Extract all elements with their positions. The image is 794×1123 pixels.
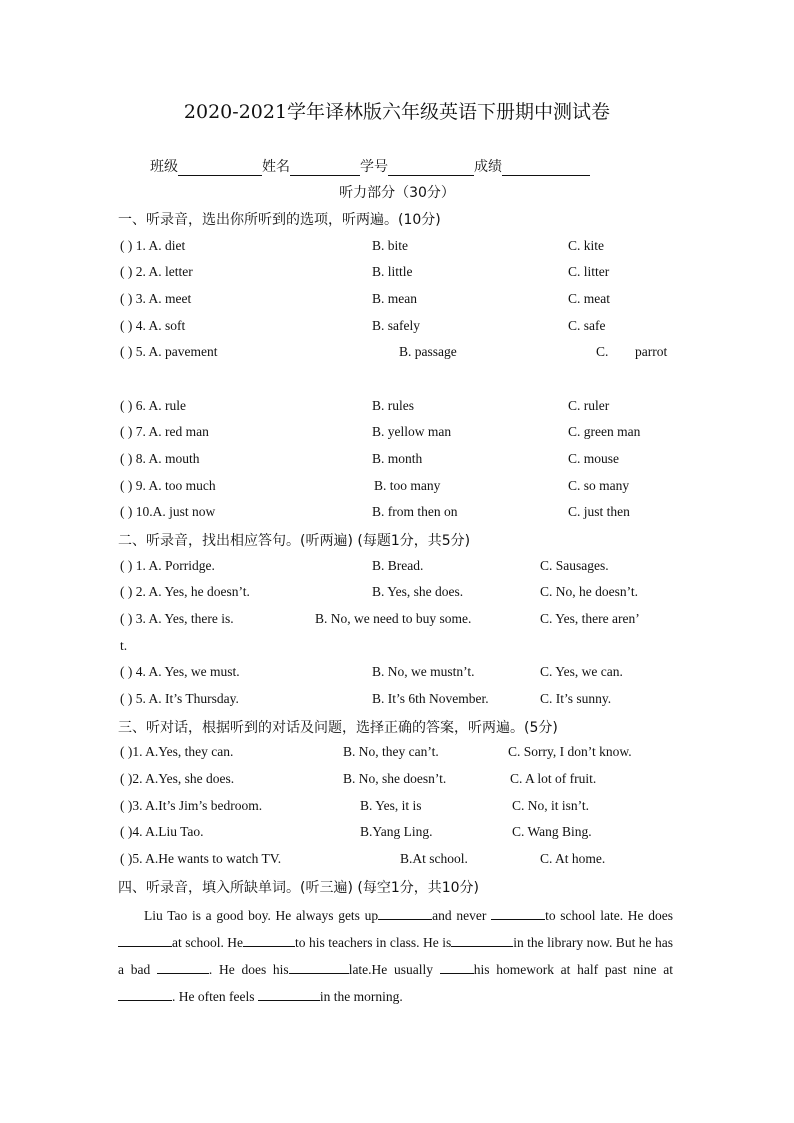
question-option-b: B. Yes, it is [360, 798, 422, 813]
blank-1[interactable] [378, 907, 432, 920]
question-option-c: C. Sausages. [540, 558, 609, 573]
question-option-c: C. [596, 344, 609, 359]
blank-3[interactable] [118, 934, 172, 947]
section-4-heading: 四、听录音，填入所缺单词。(听三遍) (每空1分，共10分) [118, 880, 480, 896]
part-label: 听力部分（30分） [339, 185, 455, 201]
question-option-a: ( ) 5. A. pavement [120, 344, 218, 359]
question-option-c: C. At home. [540, 851, 606, 866]
question-option-c: C. It’s sunny. [540, 691, 612, 706]
question-option-c: C. No, it isn’t. [512, 798, 590, 813]
question-option-c-wrap: t. [120, 638, 128, 653]
blank-2[interactable] [491, 907, 545, 920]
question-option-a: ( )1. A.Yes, they can. [120, 744, 234, 759]
class-label: 班级 [150, 159, 178, 175]
question-option-c: C. mouse [568, 451, 620, 466]
number-field[interactable] [388, 160, 474, 176]
question-option-c: C. meat [568, 291, 610, 306]
passage-text: . He does his [208, 962, 289, 977]
blank-4[interactable] [243, 934, 295, 947]
question-option-b: B. month [372, 451, 423, 466]
question-option-b: B. safely [372, 318, 420, 333]
question-option-b: B. bite [372, 238, 408, 253]
section-3-heading: 三、听对话，根据听到的对话及问题，选择正确的答案，听两遍。(5分) [118, 720, 558, 736]
question-option-b: B.At school. [400, 851, 468, 866]
passage-text: at school. He [172, 935, 244, 950]
question-option-a: ( ) 6. A. rule [120, 398, 186, 413]
question-option-a: ( )5. A.He wants to watch TV. [120, 851, 282, 866]
question-option-c: C. Yes, we can. [540, 664, 623, 679]
question-option-a: ( ) 8. A. mouth [120, 451, 200, 466]
question-option-a: ( )2. A.Yes, she does. [120, 771, 235, 786]
question-option-a: ( ) 1. A. Porridge. [120, 558, 215, 573]
passage-text: and never [432, 908, 487, 923]
question-option-a: ( )3. A.It’s Jim’s bedroom. [120, 798, 263, 813]
question-option-b: B. from then on [372, 504, 458, 519]
blank-10[interactable] [258, 988, 320, 1001]
blank-5[interactable] [451, 934, 513, 947]
question-option-a: ( ) 9. A. too much [120, 478, 216, 493]
question-option-a: ( ) 2. A. letter [120, 264, 193, 279]
cloze-passage [118, 902, 673, 1010]
question-option-c: C. kite [568, 238, 604, 253]
page-title: 2020-2021学年译林版六年级英语下册期中测试卷 [183, 101, 611, 123]
question-option-a: ( ) 3. A. meet [120, 291, 192, 306]
blank-6[interactable] [157, 961, 209, 974]
question-option-b: B. No, we need to buy some. [315, 611, 472, 626]
question-option-a: ( ) 5. A. It’s Thursday. [120, 691, 239, 706]
passage-text: in the library now. But he has a bad [118, 935, 673, 977]
name-field[interactable] [290, 160, 360, 176]
blank-8[interactable] [440, 961, 474, 974]
question-option-a: ( ) 7. A. red man [120, 424, 209, 439]
score-label: 成绩 [474, 159, 502, 175]
question-option-b: B.Yang Ling. [360, 824, 433, 839]
class-field[interactable] [178, 160, 262, 176]
question-option-b: B. mean [372, 291, 417, 306]
passage-text: his homework at half past nine at [473, 962, 673, 977]
question-option-c: C. safe [568, 318, 606, 333]
question-option-a: ( ) 1. A. diet [120, 238, 186, 253]
number-label: 学号 [360, 159, 388, 175]
question-option-b: B. Bread. [372, 558, 424, 573]
question-option-a: ( ) 2. A. Yes, he doesn’t. [120, 584, 250, 599]
question-option-b: B. little [372, 264, 413, 279]
question-option-b: B. passage [399, 344, 457, 359]
question-option-b: B. It’s 6th November. [372, 691, 489, 706]
question-option-b: B. No, we mustn’t. [372, 664, 475, 679]
question-option-c: C. just then [568, 504, 630, 519]
section-2-heading: 二、听录音，找出相应答句。(听两遍) (每题1分，共5分) [118, 533, 471, 549]
question-option-b: B. rules [372, 398, 414, 413]
blank-7[interactable] [289, 961, 349, 974]
name-label: 姓名 [262, 159, 290, 175]
passage-text: Liu Tao is a good boy. He always gets up [144, 908, 379, 923]
question-option-c: C. so many [568, 478, 630, 493]
question-option-c: C. Yes, there aren’ [540, 611, 640, 626]
section-1-heading: 一、听录音，选出你所听到的选项，听两遍。(10分) [118, 212, 441, 228]
question-option-a: ( ) 3. A. Yes, there is. [120, 611, 234, 626]
question-option-b: B. Yes, she does. [372, 584, 464, 599]
passage-text: late.He usually [348, 962, 434, 977]
question-option-c-text: parrot [635, 344, 668, 359]
question-option-c: C. Sorry, I don’t know. [508, 744, 632, 759]
question-option-c: C. litter [568, 264, 610, 279]
passage-text: in the morning. [319, 989, 403, 1004]
question-option-b: B. yellow man [372, 424, 452, 439]
question-option-c: C. Wang Bing. [512, 824, 592, 839]
question-option-c: C. ruler [568, 398, 610, 413]
question-option-a: ( ) 4. A. Yes, we must. [120, 664, 240, 679]
question-option-c: C. green man [568, 424, 641, 439]
passage-text: . He often feels [172, 989, 255, 1004]
question-option-a: ( )4. A.Liu Tao. [120, 824, 204, 839]
passage-text: to his teachers in class. He is [295, 935, 452, 950]
question-option-a: ( ) 10.A. just now [120, 504, 216, 519]
blank-9[interactable] [118, 988, 172, 1001]
question-option-b: B. No, she doesn’t. [343, 771, 447, 786]
passage-text: to school late. He does [545, 908, 673, 923]
score-field[interactable] [502, 160, 590, 176]
question-option-a: ( ) 4. A. soft [120, 318, 186, 333]
question-option-c: C. A lot of fruit. [510, 771, 597, 786]
student-info-line [150, 156, 590, 176]
question-option-b: B. No, they can’t. [343, 744, 439, 759]
question-option-c: C. No, he doesn’t. [540, 584, 638, 599]
question-option-b: B. too many [374, 478, 441, 493]
